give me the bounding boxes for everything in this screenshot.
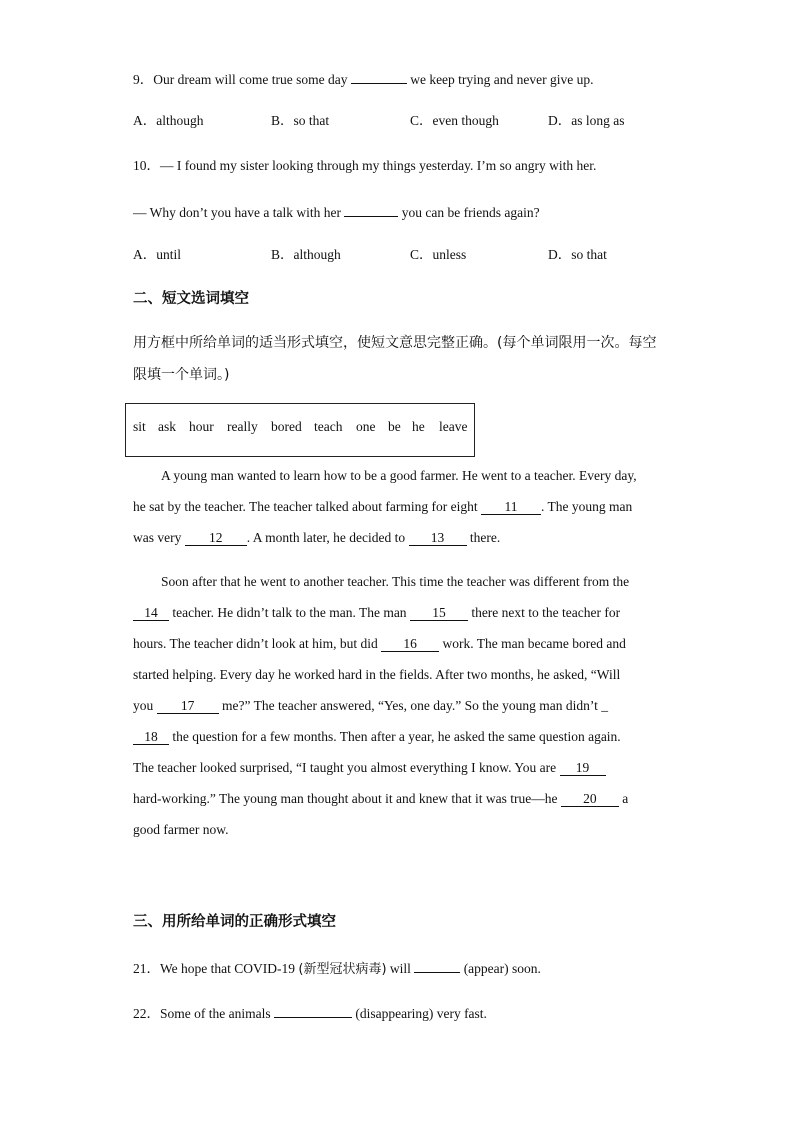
- blank-11[interactable]: 11: [481, 499, 541, 515]
- q22-text-start: 22．Some of the animals: [133, 1006, 274, 1021]
- q9-option-d[interactable]: D．as long as: [548, 113, 625, 128]
- passage-text: me?” The teacher answered, “Yes, one day.” So the young man didn’t _: [218, 698, 609, 713]
- section-2-instruction-line-2: 限填一个单词。): [133, 367, 230, 383]
- passage-line: Soon after that he went to another teacher. This time the teacher was different from the: [161, 574, 630, 589]
- passage-text: . A month later, he decided to: [246, 530, 409, 545]
- q9-option-b[interactable]: B．so that: [271, 113, 330, 128]
- q10-option-a[interactable]: A．until: [133, 247, 182, 262]
- blank-20[interactable]: 20: [561, 791, 619, 807]
- q9-text-end: we keep trying and never give up.: [406, 72, 594, 87]
- passage-line: [133, 522, 660, 553]
- passage-paragraph-1: [133, 460, 660, 553]
- blank-18[interactable]: 18: [133, 729, 169, 745]
- q10-blank[interactable]: [344, 201, 398, 217]
- passage-text: the question for a few months. Then after a year, he asked the same question again.: [169, 729, 621, 744]
- passage-text: there.: [466, 530, 501, 545]
- word-bank-item: be: [388, 419, 401, 434]
- question-9: [133, 68, 594, 89]
- q9-option-c[interactable]: C．even though: [410, 113, 499, 128]
- q9-option-a[interactable]: A．although: [133, 113, 204, 128]
- blank-16[interactable]: 16: [381, 636, 439, 652]
- q22-blank[interactable]: [274, 1002, 352, 1018]
- q21-text-mid: will: [386, 961, 415, 976]
- question-10-line-1: 10．— I found my sister looking through my things yesterday. I’m so angry with her.: [133, 158, 597, 173]
- passage-text: was very: [133, 530, 185, 545]
- passage-line: [133, 597, 660, 628]
- section-3-title: 三、用所给单词的正确形式填空: [133, 914, 336, 930]
- blank-19[interactable]: 19: [560, 760, 606, 776]
- question-21: [133, 957, 541, 979]
- word-bank-item: ask: [158, 419, 176, 434]
- question-10-line-2: [133, 201, 540, 222]
- word-bank-item: sit: [133, 419, 146, 434]
- q21-text-end: (appear) soon.: [460, 961, 541, 976]
- passage-line: started helping. Every day he worked hard in the fields. After two months, he asked, “Will: [133, 667, 621, 682]
- word-bank-item: hour: [189, 419, 214, 434]
- passage-text: hard-working.” The young man thought about it and knew that it was true—he: [133, 791, 561, 806]
- word-bank-item: leave: [439, 419, 468, 434]
- q21-text-start: 21．We hope that COVID-19: [133, 961, 299, 976]
- q10-option-c[interactable]: C．unless: [410, 247, 467, 262]
- passage-text: work. The man became bored and: [439, 636, 626, 651]
- word-bank-item: really: [227, 419, 258, 434]
- passage-text: The teacher looked surprised, “I taught you almost everything I know. You are: [133, 760, 560, 775]
- passage-line: good farmer now.: [133, 822, 229, 837]
- blank-14[interactable]: 14: [133, 605, 169, 621]
- passage-line: [133, 628, 660, 659]
- blank-17[interactable]: 17: [157, 698, 219, 714]
- passage-paragraph-2: [133, 566, 660, 845]
- q9-text-start: 9．Our dream will come true some day: [133, 72, 351, 87]
- section-2-title: 二、短文选词填空: [133, 291, 249, 307]
- q10-text-start: — Why don’t you have a talk with her: [133, 205, 345, 220]
- passage-text: you: [133, 698, 157, 713]
- word-bank-item: he: [412, 419, 425, 434]
- q10-option-b[interactable]: B．although: [271, 247, 341, 262]
- q10-text-end: you can be friends again?: [398, 205, 540, 220]
- passage-line: [133, 752, 660, 783]
- passage-line: [133, 721, 660, 752]
- passage-line: [133, 690, 660, 721]
- passage-text: he sat by the teacher. The teacher talked about farming for eight: [133, 499, 481, 514]
- blank-15[interactable]: 15: [410, 605, 468, 621]
- blank-13[interactable]: 13: [409, 530, 467, 546]
- passage-text: . The young man: [540, 499, 633, 514]
- passage-text: teacher. He didn’t talk to the man. The man: [169, 605, 410, 620]
- passage-text: hours. The teacher didn’t look at him, but did: [133, 636, 382, 651]
- blank-12[interactable]: 12: [185, 530, 247, 546]
- passage-text: a: [618, 791, 629, 806]
- q21-blank[interactable]: [414, 957, 460, 973]
- question-22: [133, 1002, 487, 1023]
- q9-blank[interactable]: [351, 68, 407, 84]
- word-bank-item: bored: [271, 419, 302, 434]
- passage-line: [133, 491, 660, 522]
- q22-text-end: (disappearing) very fast.: [351, 1006, 487, 1021]
- word-bank-item: one: [356, 419, 376, 434]
- q10-option-d[interactable]: D．so that: [548, 247, 607, 262]
- passage-text: there next to the teacher for: [467, 605, 621, 620]
- passage-line: [133, 783, 660, 814]
- word-bank-box: [125, 403, 475, 457]
- passage-line: A young man wanted to learn how to be a good farmer. He went to a teacher. Every day,: [161, 468, 637, 483]
- section-2-instruction-line-1: 用方框中所给单词的适当形式填空，使短文意思完整正确。(每个单词限用一次。每空: [133, 335, 657, 351]
- word-bank-item: teach: [314, 419, 343, 434]
- q21-chinese-note: (新型冠状病毒): [298, 962, 387, 977]
